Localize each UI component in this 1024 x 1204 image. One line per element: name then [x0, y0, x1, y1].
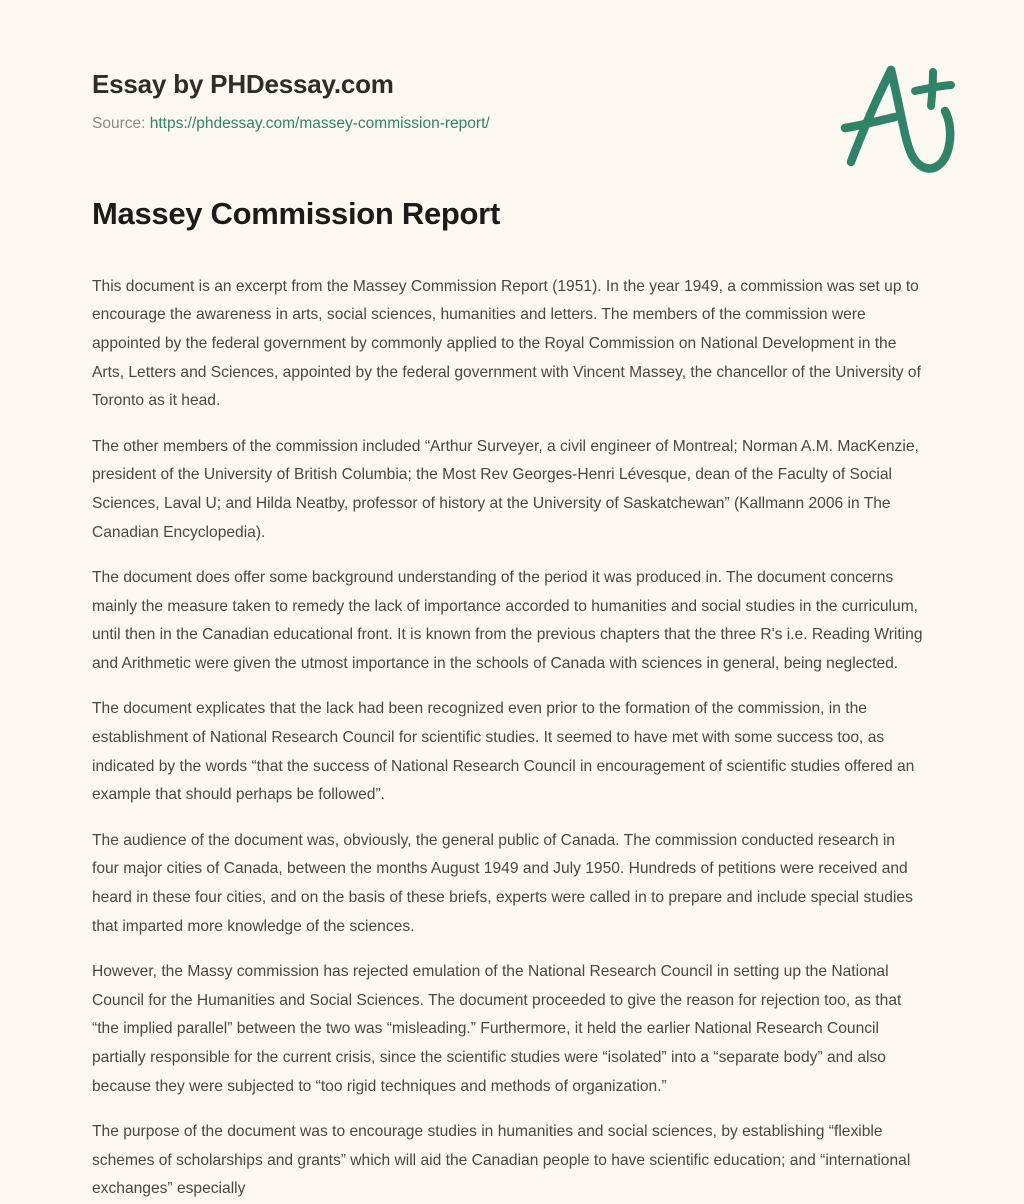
paragraph: The other members of the commission included “Arthur Surveyer, a civil engineer of Montreal; Norman A.M. MacKenzie, president of the University of British Columbia; the Most Rev Georges-Henri Lévesque, dean of the Faculty of Social Sciences, Laval U; and Hilda Neatby, professor of history at the University of Saskatchewan” (Kallmann 2006 in The Canadian Encyclopedia). — [92, 437, 919, 541]
source-url-link[interactable]: https://phdessay.com/massey-commission-report/ — [149, 114, 490, 132]
page-title: Massey Commission Report — [92, 196, 500, 231]
brand-title: Essay by PHDessay.com — [92, 69, 394, 99]
paragraph: This document is an excerpt from the Massey Commission Report (1951). In the year 1949, a commission was set up to encourage the awareness in arts, social sciences, humanities and letters. The members of the commission were appointed by the federal government by commonly applied to the Royal Commission on National Development in the Arts, Letters and Sciences, appointed by the federal government with Vincent Massey, the chancellor of the University of Toronto as it head. — [92, 277, 921, 410]
paragraph: However, the Massy commission has rejected emulation of the National Research Council in setting up the National Council for the Humanities and Social Sciences. The document proceeded to give the reason for rejection too, as that “the implied parallel” between the two was “misleading.” Furthermore, it held the earlier National Research Council partially responsible for the current crisis, since the scientific studies were “isolated” into a “separate body” and also because they were subjected to “too rigid techniques and methods of organization.” — [92, 963, 902, 1095]
phdessay-a-plus-logo — [833, 58, 969, 178]
source-label: Source: — [92, 114, 146, 132]
paragraph: The document explicates that the lack had been recognized even prior to the formation of the commission, in the establishment of National Research Council for scientific studies. It seemed to have met with some success too, as indicated by the words “that the success of National Research Council in encouragement of scientific studies offered an example that should perhaps be followed”. — [92, 700, 915, 804]
paragraph: The document does offer some background understanding of the period it was produced in. The document concerns mainly the measure taken to remedy the lack of importance accorded to humanities and social studies in the curriculum, until then in the Canadian educational front. It is known from the previous chapters that the three R's i.e. Reading Writing and Arithmetic were given the utmost importance in the schools of Canada with sciences in general, being neglected. — [92, 569, 923, 672]
paragraph: The audience of the document was, obviously, the general public of Canada. The commission conducted research in four major cities of Canada, between the months August 1949 and July 1950. Hundreds of petitions were received and heard in these four cities, and on the basis of these briefs, experts were called in to prepare and include special studies that imparted more knowledge of the sciences. — [92, 831, 913, 935]
brand-block — [92, 70, 490, 133]
source-line — [92, 115, 490, 134]
article — [0, 195, 1024, 1204]
paragraph: The purpose of the document was to encourage studies in humanities and social sciences, by establishing “flexible schemes of scholarships and grants” which will aid the Canadian people to have scientific education; and “international exchanges” especially — [92, 1123, 911, 1198]
page-header — [0, 0, 1024, 195]
article-body — [0, 273, 1024, 1204]
